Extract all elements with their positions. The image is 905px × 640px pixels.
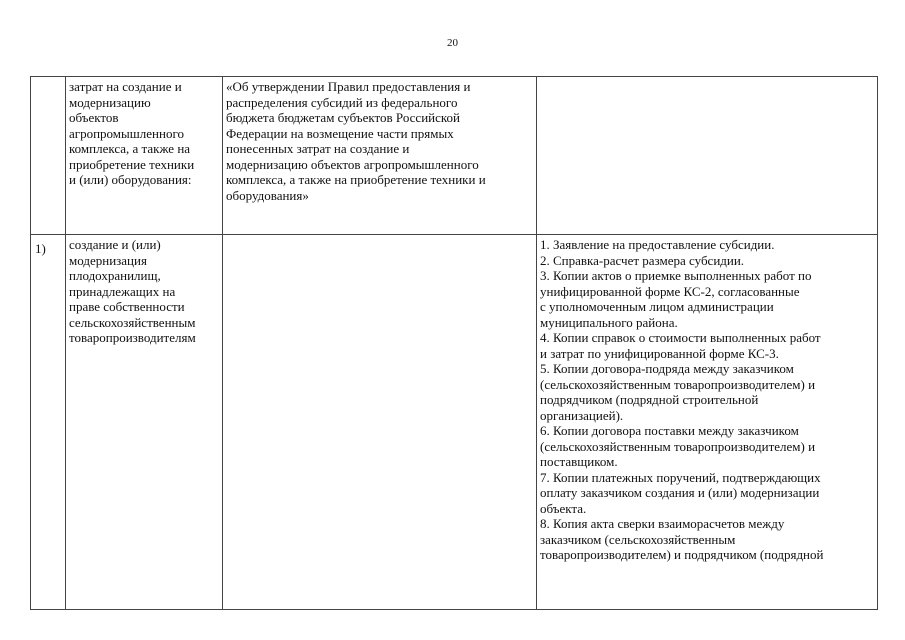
row1-subject-cell	[66, 77, 223, 235]
cell-text-line: и затрат по унифицированной форме КС-3.	[540, 345, 779, 361]
cell-text-line: комплекса, а также на	[69, 141, 191, 156]
cell-text-line: 5. Копии договора-подряда между заказчиком	[540, 361, 794, 376]
cell-text-line: унифицированной форме КС-2, согласованные	[540, 283, 800, 299]
page-number: 20	[447, 37, 458, 49]
row2-number-cell: 1)	[31, 235, 66, 610]
row1-number-cell	[31, 77, 66, 235]
row2-subject-cell	[66, 235, 223, 610]
cell-text-line: агропромышленного	[69, 125, 184, 141]
cell-text-line: и (или) оборудования:	[69, 172, 192, 187]
cell-text-line: затрат на создание и	[69, 79, 182, 94]
row2-regulation-cell	[223, 235, 537, 610]
cell-text-line: 3. Копии актов о приемке выполненных работ по	[540, 268, 812, 283]
cell-text-line: принадлежащих на	[69, 283, 176, 299]
table-row	[31, 77, 878, 235]
row1-regulation-cell	[223, 77, 537, 235]
cell-text-line: распределения субсидий из федерального	[226, 94, 458, 110]
cell-text-line: Федерации на возмещение части прямых	[226, 125, 454, 141]
cell-text-line: сельскохозяйственным	[69, 314, 196, 330]
cell-text-line: 7. Копии платежных поручений, подтверждающих	[540, 469, 821, 485]
document-table	[30, 76, 878, 610]
cell-text-line: праве собственности	[69, 299, 185, 314]
cell-text-line: муниципального района.	[540, 314, 678, 330]
cell-text-line: модернизацию	[69, 94, 151, 110]
cell-text-line: объектов	[69, 110, 119, 125]
cell-text-line: создание и (или)	[69, 237, 161, 252]
row2-documents-cell	[537, 235, 878, 610]
cell-text-line: заказчиком (сельскохозяйственным	[540, 531, 736, 547]
cell-text-line: (сельскохозяйственным товаропроизводителем) и	[540, 376, 816, 392]
table-row	[31, 235, 878, 610]
cell-text-line: 2. Справка-расчет размера субсидии.	[540, 252, 745, 268]
cell-text-line: подрядчиком (подрядной строительной	[540, 392, 759, 407]
cell-text-line: бюджета бюджетам субъектов Российской	[226, 110, 460, 125]
cell-text-line: с уполномоченным лицом администрации	[540, 299, 774, 314]
cell-text-line: поставщиком.	[540, 454, 618, 469]
cell-text-line: товаропроизводителям	[69, 330, 196, 345]
cell-text-line: объекта.	[540, 500, 587, 516]
cell-text-line: 4. Копии справок о стоимости выполненных работ	[540, 330, 821, 345]
cell-text-line: модернизацию объектов агропромышленного	[226, 156, 479, 172]
cell-text-line: «Об утверждении Правил предоставления и	[226, 79, 471, 94]
cell-text-line: 6. Копии договора поставки между заказчиком	[540, 423, 799, 438]
cell-text-line: приобретение техники	[69, 156, 195, 172]
cell-text-line: понесенных затрат на создание и	[226, 141, 410, 156]
cell-text-line: плодохранилищ,	[69, 268, 161, 283]
cell-text-line: комплекса, а также на приобретение техники и	[226, 172, 486, 187]
cell-text-line: 1. Заявление на предоставление субсидии.	[540, 237, 775, 252]
cell-text-line: 8. Копия акта сверки взаиморасчетов между	[540, 516, 785, 531]
cell-text-line: оплату заказчиком создания и (или) модернизации	[540, 485, 820, 500]
cell-text-line: товаропроизводителем) и подрядчиком (подрядной	[540, 547, 824, 562]
cell-text-line: (сельскохозяйственным товаропроизводителем) и	[540, 438, 816, 454]
cell-text-line: модернизация	[69, 252, 147, 268]
row1-documents-cell	[537, 77, 878, 235]
cell-text-line: оборудования»	[226, 187, 309, 203]
cell-text-line: организацией).	[540, 407, 624, 423]
